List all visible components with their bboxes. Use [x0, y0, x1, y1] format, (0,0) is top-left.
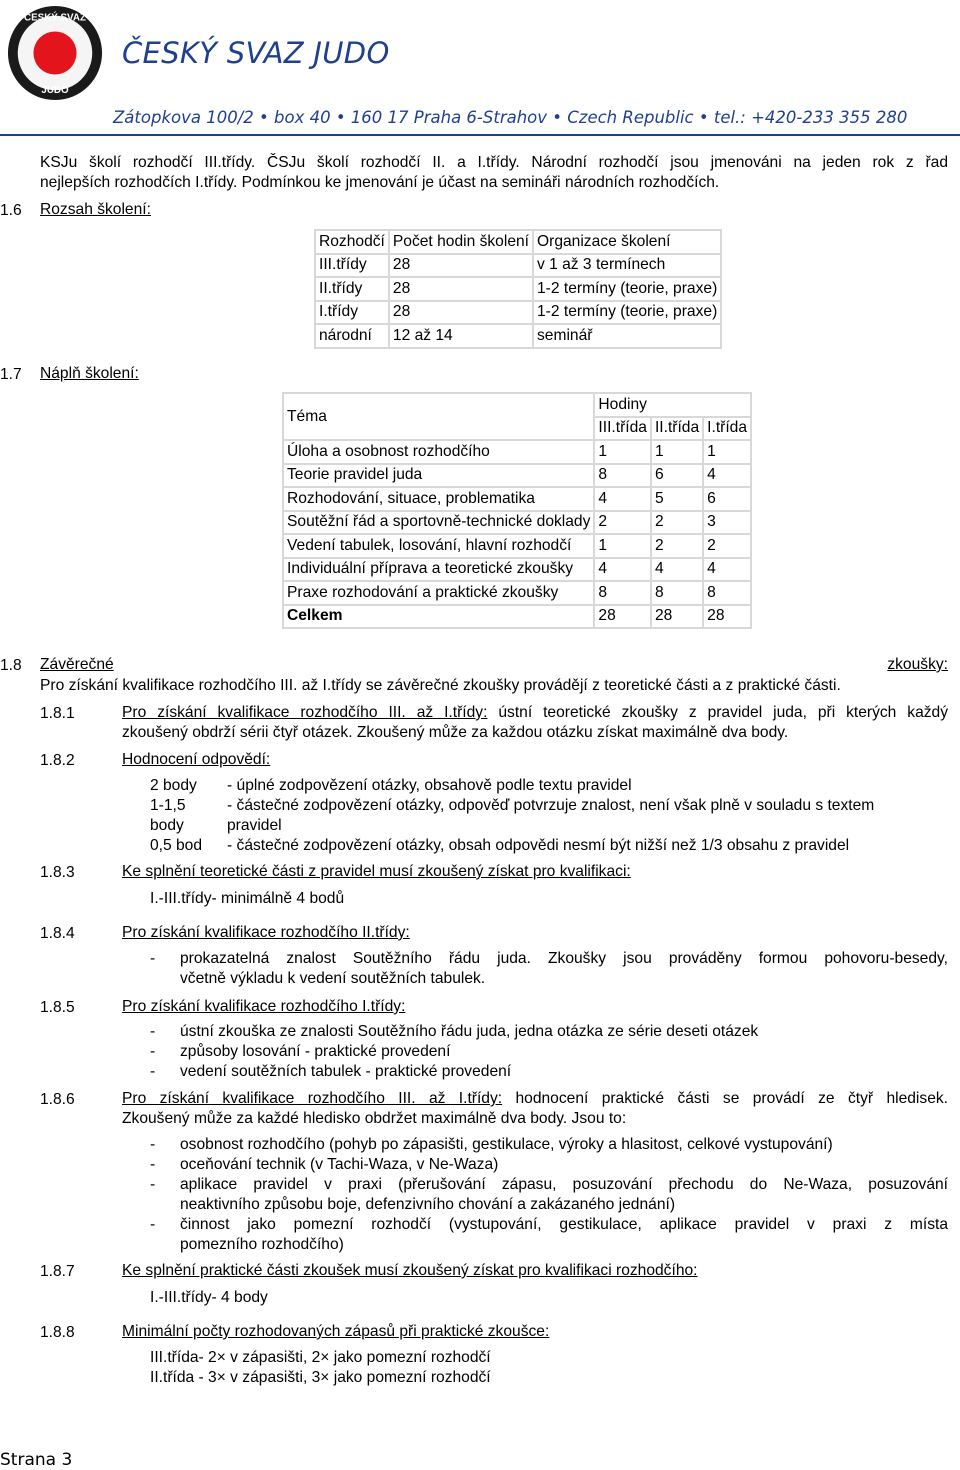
bullet-list: [150, 1022, 948, 1082]
list-item: - ústní zkouška ze znalosti Soutěžního řádu juda, jedna otázka ze série deseti otázek: [150, 1023, 759, 1040]
list-item: - osobnost rozhodčího (pohyb po zápasišti, gestikulace, výroky a hlasitost, celkové vystupování): [150, 1136, 833, 1153]
table-cell: Vedení tabulek, losování, hlavní rozhodčí: [283, 534, 594, 558]
score-key: 0,5 bod: [150, 837, 203, 854]
scope-table: [314, 229, 722, 349]
table-row: [315, 324, 721, 348]
table-cell: 2: [651, 511, 703, 535]
score-key: 2 body: [150, 777, 197, 794]
table-cell: Celkem: [283, 605, 594, 629]
table-cell: národní: [315, 324, 389, 348]
list-item: - vedení soutěžních tabulek - praktické provedení: [150, 1063, 512, 1080]
subsection-number: 1.8.4: [40, 925, 75, 942]
table-row: [283, 558, 751, 582]
table-header-row: [315, 230, 721, 254]
table-header-cell: I.třída: [703, 417, 751, 441]
subsection-number: 1.8.8: [40, 1324, 75, 1341]
score-desc: - částečné zodpovězení otázky, odpověď potvrzuje znalost, není však plně v souladu s textem pravidel: [227, 797, 875, 834]
subsection-text: I.-III.třídy- minimálně 4 bodů: [150, 890, 345, 907]
table-cell: 6: [651, 464, 703, 488]
list-item: - prokazatelná znalost Soutěžního řádu juda. Zkoušky jsou prováděny formou pohovoru-besedy, včetně výkladu k vedení soutěžních tabulek.: [150, 950, 948, 987]
section-number: 1.7: [0, 366, 22, 383]
table-cell: 1: [594, 440, 651, 464]
table-row: [283, 440, 751, 464]
subsection-text: zkoušený obdrží sérii čtyř otázek. Zkoušený může za každou otázku získat maximálně dva body.: [122, 724, 789, 741]
subsection-body: [122, 703, 948, 743]
table-cell: 1-2 termíny (teorie, praxe): [533, 277, 721, 301]
section-number: 1.8: [0, 657, 22, 674]
section-title: Rozsah školení:: [40, 201, 151, 218]
table-row: [315, 254, 721, 278]
table-cell: 8: [651, 581, 703, 605]
table-cell: v 1 až 3 termínech: [533, 254, 721, 278]
header-divider: [0, 134, 960, 136]
table-cell: Rozhodování, situace, problematika: [283, 487, 594, 511]
address-line: Zátopkova 100/2 • box 40 • 160 17 Praha 6-Strahov • Czech Republic • tel.: +420-233 355 280: [113, 108, 908, 127]
table-cell: 3: [703, 511, 751, 535]
list-item: - činnost jako pomezní rozhodčí (vystupování, gestikulace, aplikace pravidel v praxi z místa pomezního rozhodčího): [150, 1216, 948, 1253]
table-row: [315, 301, 721, 325]
table-cell: 8: [703, 581, 751, 605]
table-cell: 4: [594, 558, 651, 582]
section-title: Náplň školení:: [40, 365, 139, 382]
subsection-number: 1.8.3: [40, 864, 75, 881]
table-cell: Soutěžní řád a sportovně-technické doklady: [283, 511, 594, 535]
score-key: 1-1,5 body: [150, 797, 186, 834]
subsection-number: 1.8.1: [40, 705, 75, 722]
subsection-title: Minimální počty rozhodovaných zápasů při praktické zkoušce:: [122, 1323, 550, 1340]
subsection-title: Pro získání kvalifikace rozhodčího III. až I.třídy:: [122, 704, 488, 721]
subsection-text: III.třída- 2× v zápasišti, 2× jako pomezní rozhodčí II.třída - 3× v zápasišti, 3× jako pomezní rozhodčí: [150, 1349, 491, 1386]
subsection-number: 1.8.2: [40, 752, 75, 769]
list-item: - oceňování technik (v Tachi-Waza, v Ne-Waza): [150, 1156, 499, 1173]
table-header-row: [283, 393, 751, 417]
subsection-number: 1.8.7: [40, 1263, 75, 1280]
table-cell: 28: [389, 277, 533, 301]
table-header-cell: Organizace školení: [533, 230, 721, 254]
subsection-number: 1.8.6: [40, 1091, 75, 1108]
table-cell: 2: [703, 534, 751, 558]
subsection-title: Ke splnění teoretické části z pravidel musí zkoušený získat pro kvalifikaci:: [122, 863, 631, 880]
logo-top-text: ČESKÝ SVAZ: [24, 12, 86, 24]
scoring-list: [150, 776, 950, 856]
intro-line-2: nejlepších rozhodčích I.třídy. Podmínkou ke jmenování je účast na semináři národních rozhodčích.: [40, 174, 720, 191]
section-title-part: Závěrečné: [40, 656, 114, 673]
subsection-title: Pro získání kvalifikace rozhodčího II.třídy:: [122, 924, 410, 941]
table-cell: 28: [389, 301, 533, 325]
score-desc: - úplné zodpovězení otázky, obsahově podle textu pravidel: [227, 777, 632, 794]
table-cell: 2: [594, 511, 651, 535]
table-cell: 12 až 14: [389, 324, 533, 348]
csju-logo: [6, 4, 104, 102]
table-cell: Úloha a osobnost rozhodčího: [283, 440, 594, 464]
table-cell: 28: [389, 254, 533, 278]
table-cell: 4: [594, 487, 651, 511]
table-cell: seminář: [533, 324, 721, 348]
table-row: [283, 487, 751, 511]
subsection-body: Pro získání kvalifikace rozhodčího III. až I.třídy: hodnocení praktické části se provádí ze čtyř hledisek. Zkoušený může za každé hledisko obdržet maximálně dva body. Jsou to:: [122, 1090, 948, 1127]
table-header-cell: Počet hodin školení: [389, 230, 533, 254]
section-title-part: zkoušky:: [887, 656, 948, 673]
table-cell: 6: [703, 487, 751, 511]
table-cell: 28: [594, 605, 651, 629]
subsection-text: I.-III.třídy- 4 body: [150, 1289, 268, 1306]
table-cell: 2: [651, 534, 703, 558]
table-cell: 1-2 termíny (teorie, praxe): [533, 301, 721, 325]
subsection-title: Hodnocení odpovědí:: [122, 751, 271, 768]
intro-paragraph: [40, 153, 948, 193]
table-cell: 4: [703, 464, 751, 488]
table-header-cell: II.třída: [651, 417, 703, 441]
table-cell: 4: [651, 558, 703, 582]
page-number: Strana 3: [0, 1450, 73, 1470]
table-cell: II.třídy: [315, 277, 389, 301]
content-table: [282, 392, 752, 629]
table-cell: III.třídy: [315, 254, 389, 278]
table-cell: 8: [594, 581, 651, 605]
table-cell: 4: [703, 558, 751, 582]
intro-line-1: KSJu školí rozhodčí III.třídy. ČSJu školí rozhodčí II. a I.třídy. Národní rozhodčí jsou jmenováni na jeden rok z řad: [40, 154, 948, 171]
table-row: [283, 464, 751, 488]
list-item: [150, 796, 950, 836]
table-row: [283, 511, 751, 535]
table-header-cell: III.třída: [594, 417, 651, 441]
list-item: [150, 776, 950, 796]
table-cell: 1: [703, 440, 751, 464]
table-cell: Teorie pravidel juda: [283, 464, 594, 488]
table-row: [283, 581, 751, 605]
subsection-title: Pro získání kvalifikace rozhodčího III. až I.třídy:: [122, 1090, 503, 1107]
section-number: 1.6: [0, 202, 22, 219]
subsection-title: Ke splnění praktické části zkoušek musí zkoušený získat pro kvalifikaci rozhodčího:: [122, 1262, 698, 1279]
list-item: [150, 836, 950, 856]
table-header-cell: Hodiny: [594, 393, 751, 417]
table-header-cell: Téma: [283, 393, 594, 440]
section-title: [40, 655, 948, 675]
bullet-list: [150, 1135, 948, 1255]
table-header-cell: Rozhodčí: [315, 230, 389, 254]
table-cell: 1: [594, 534, 651, 558]
table-cell: 1: [651, 440, 703, 464]
table-total-row: [283, 605, 751, 629]
subsection-text: ústní teoretické zkoušky z pravidel juda, při kterých každý: [487, 704, 949, 721]
table-cell: I.třídy: [315, 301, 389, 325]
table-row: [283, 534, 751, 558]
subsection-number: 1.8.5: [40, 999, 75, 1016]
list-item: - způsoby losování - praktické provedení: [150, 1043, 451, 1060]
table-cell: 28: [651, 605, 703, 629]
table-cell: 5: [651, 487, 703, 511]
organization-name: ČESKÝ SVAZ JUDO: [122, 36, 390, 70]
table-cell: Praxe rozhodování a praktické zkoušky: [283, 581, 594, 605]
table-cell: 28: [703, 605, 751, 629]
table-cell: 8: [594, 464, 651, 488]
table-row: [315, 277, 721, 301]
dash-marker: -: [150, 950, 156, 967]
section-text: Pro získání kvalifikace rozhodčího III. až I.třídy se závěrečné zkoušky provádějí z teoretické části a z praktické části.: [40, 677, 841, 694]
logo-bottom-text: JUDO: [41, 85, 69, 97]
table-cell: Individuální příprava a teoretické zkoušky: [283, 558, 594, 582]
subsection-title: Pro získání kvalifikace rozhodčího I.třídy:: [122, 998, 406, 1015]
score-desc: - částečné zodpovězení otázky, obsah odpovědi nesmí být nižší než 1/3 obsahu z pravidel: [227, 837, 850, 854]
list-item: - aplikace pravidel v praxi (přerušování zápasu, posuzování přechodu do Ne-Waza, posuzování neaktivního způsobu boje, defenzivního chování a zakázaného jednání): [150, 1176, 948, 1213]
